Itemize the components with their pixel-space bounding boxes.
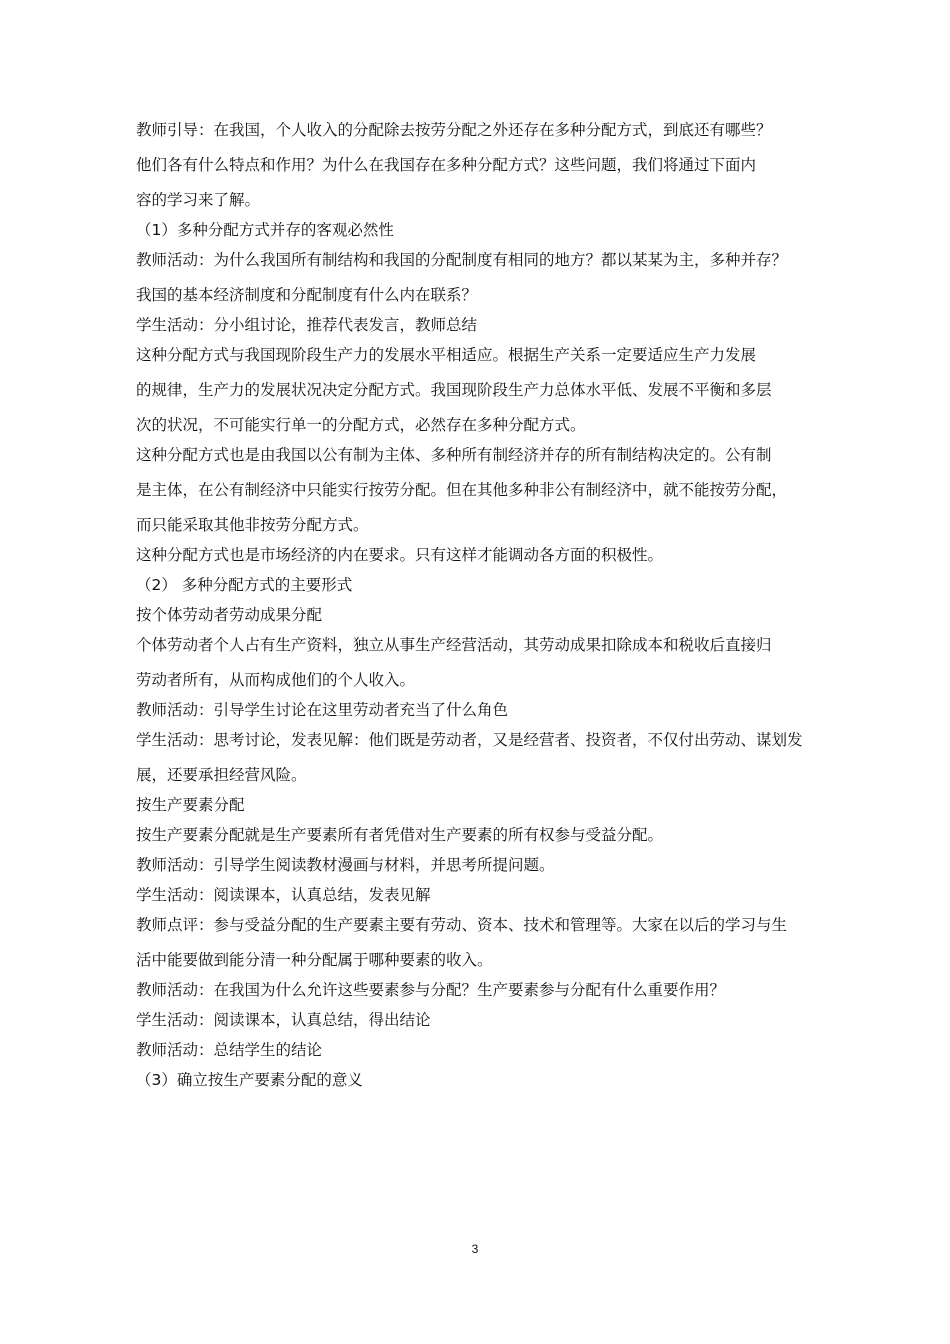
paragraph-line: 教师点评：参与受益分配的生产要素主要有劳动、资本、技术和管理等。大家在以后的学习与生 bbox=[136, 916, 788, 934]
paragraph-line: 而只能采取其他非按劳分配方式。 bbox=[136, 516, 369, 534]
section-heading: （1）多种分配方式并存的客观必然性 bbox=[136, 221, 394, 239]
paragraph-line: 他们各有什么特点和作用？为什么在我国存在多种分配方式？这些问题，我们将通过下面内 bbox=[136, 156, 757, 174]
paragraph-line: 教师活动：为什么我国所有制结构和我国的分配制度有相同的地方？都以某某为主，多种并存？ bbox=[136, 251, 788, 269]
paragraph-line: 教师引导：在我国，个人收入的分配除去按劳分配之外还存在多种分配方式，到底还有哪些？ bbox=[136, 121, 772, 139]
paragraph-line: 展，还要承担经营风险。 bbox=[136, 766, 307, 784]
paragraph-line: 次的状况，不可能实行单一的分配方式，必然存在多种分配方式。 bbox=[136, 416, 586, 434]
subheading: 按生产要素分配 bbox=[136, 796, 245, 814]
paragraph-line: 这种分配方式也是市场经济的内在要求。只有这样才能调动各方面的积极性。 bbox=[136, 546, 664, 564]
document-body bbox=[136, 118, 826, 1092]
paragraph-line: 个体劳动者个人占有生产资料，独立从事生产经营活动，其劳动成果扣除成本和税收后直接归 bbox=[136, 636, 772, 654]
subheading: 按个体劳动者劳动成果分配 bbox=[136, 606, 323, 624]
paragraph-line: 学生活动：阅读课本，认真总结，发表见解 bbox=[136, 886, 431, 904]
paragraph-line: 活中能要做到能分清一种分配属于哪种要素的收入。 bbox=[136, 951, 493, 969]
section-heading: （2） 多种分配方式的主要形式 bbox=[136, 576, 353, 594]
paragraph-line: 学生活动：阅读课本，认真总结，得出结论 bbox=[136, 1011, 431, 1029]
paragraph-line: 这种分配方式也是由我国以公有制为主体、多种所有制经济并存的所有制结构决定的。公有制 bbox=[136, 446, 772, 464]
paragraph-line: 按生产要素分配就是生产要素所有者凭借对生产要素的所有权参与受益分配。 bbox=[136, 826, 664, 844]
paragraph-line: 学生活动：思考讨论，发表见解：他们既是劳动者，又是经营者、投资者，不仅付出劳动、谋划发 bbox=[136, 731, 803, 749]
paragraph-line: 劳动者所有，从而构成他们的个人收入。 bbox=[136, 671, 416, 689]
paragraph-line: 我国的基本经济制度和分配制度有什么内在联系？ bbox=[136, 286, 478, 304]
page-number: 3 bbox=[471, 1242, 479, 1256]
paragraph-line: 是主体，在公有制经济中只能实行按劳分配。但在其他多种非公有制经济中，就不能按劳分配， bbox=[136, 481, 788, 499]
paragraph-line: 这种分配方式与我国现阶段生产力的发展水平相适应。根据生产关系一定要适应生产力发展 bbox=[136, 346, 757, 364]
paragraph-line: 学生活动：分小组讨论，推荐代表发言，教师总结 bbox=[136, 316, 478, 334]
paragraph-line: 教师活动：引导学生阅读教材漫画与材料，并思考所提问题。 bbox=[136, 856, 555, 874]
section-heading: （3）确立按生产要素分配的意义 bbox=[136, 1071, 363, 1089]
paragraph-line: 容的学习来了解。 bbox=[136, 191, 261, 209]
paragraph-line: 的规律，生产力的发展状况决定分配方式。我国现阶段生产力总体水平低、发展不平衡和多层 bbox=[136, 381, 772, 399]
paragraph-line: 教师活动：引导学生讨论在这里劳动者充当了什么角色 bbox=[136, 701, 509, 719]
paragraph-line: 教师活动：总结学生的结论 bbox=[136, 1041, 323, 1059]
paragraph-line: 教师活动：在我国为什么允许这些要素参与分配？生产要素参与分配有什么重要作用？ bbox=[136, 981, 726, 999]
